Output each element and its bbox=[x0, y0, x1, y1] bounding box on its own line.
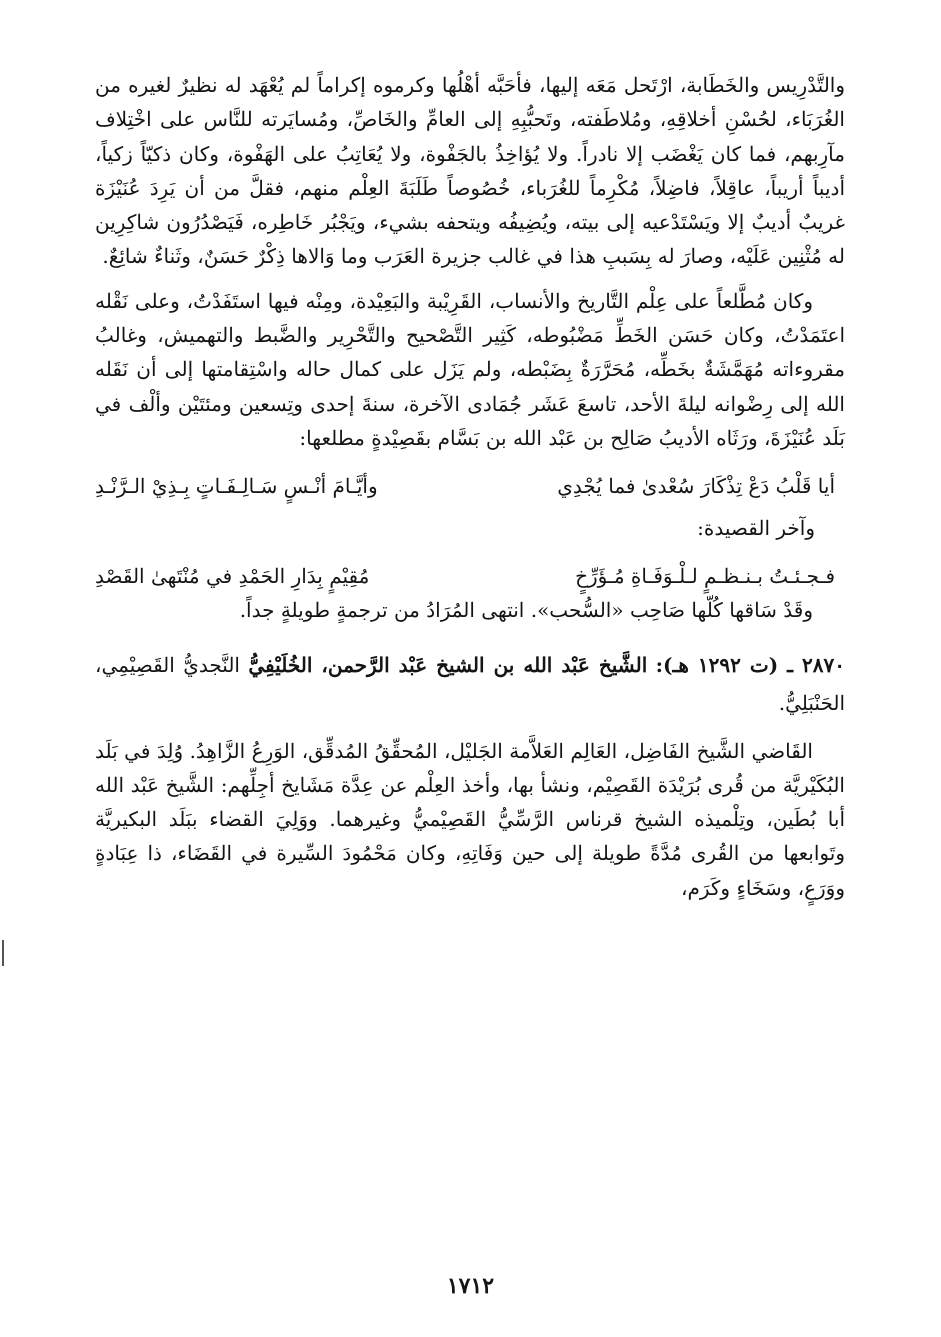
margin-mark bbox=[2, 940, 4, 966]
page-number: ١٧١٢ bbox=[446, 1273, 495, 1299]
page-body bbox=[95, 68, 845, 905]
poem-ending-label: وآخر القصيدة: bbox=[697, 516, 815, 541]
source-note: وقَدْ سَاقها كُلّها صَاحِب «السُّحب». انتهى المُرَادُ من ترجمةٍ طويلةٍ جداً. bbox=[239, 598, 813, 623]
verse-first-hemistich: أيا قَلْبُ دَعْ تِذْكَارَ سُعْدىٰ فما يُجْدِي bbox=[557, 474, 835, 499]
entry-number-year: ٢٨٧٠ ـ (ت ١٢٩٢ هـ): bbox=[655, 652, 846, 677]
entry-name-rest: النَّجديُّ القَصِيْمِي، الحَنْبَلِيُّ. bbox=[95, 652, 845, 715]
entry-biography-paragraph: القَاضي الشَّيخ الفَاضِل، العَالِم العَلاَّمة الجَليْل، المُحقِّقُ المُدقِّق، الوَرِعُ الزَّاهِدُ. وُلِدَ في بَلَد البُكَيْريَّة من قُرى بُرَيْدَة القَصِيْم، ونشأ بها، وأخذ العِلْم عن عِدَّة مَشَايخ أجِلِّهم: الشَّيخ عَبْد الله أبا بُطَين، وتِلْميذه الشيخ قرناس الرَّسِّيُّ القَصِيْميُّ وغيرهما. ووَلِيَ القضاء ببَلَد البكيريَّة وتَوابعها من القُرى مُدَّةً طويلة إلى حين وَفَاتِهِ، وكان مَحْمُودَ السِّيرة في القَضَاء، ذا عِبَادةٍ ووَرَعٍ، وسَخَاءٍ وكَرَم، bbox=[95, 738, 845, 900]
poem-closing-verse bbox=[95, 559, 845, 593]
verse-second-hemistich: مُقِيْمٍ بِدَارِ الحَمْدِ في مُنْتَهىٰ القَصْدِ bbox=[95, 564, 370, 589]
biography-paragraph-history: وكان مُطَّلعاً على عِلْم التَّاريخ والأنساب، القَرِيْبة والبَعِيْدة، ومِنْه فيها استَفَدْتُ، وعلى نَقْله اعتَمَدْتُ، وكان حَسَن الخَطِّ مَضْبُوطه، كَثِير التَّصْحيح والتَّحْرِير والضَّبط والتهميش، وغالبُ مقروءاته مُهَمَّشَةٌ بخَطِّه، مُحَرَّرَةٌ بِضَبْطه، ولم يَزَل على كمال حاله واسْتِقامتها إلى أن نَقَله الله إلى رِضْوانه ليلةَ الأحد، تاسعَ عَشَر جُمَادى الآخرة، سنةَ إحدى وتِسعين ومئتَيْن وألْف في بَلَد عُنَيْزَةَ، ورَثَاه الأديبُ صَالِح بن عَبْد الله بن بَسَّام بقَصِيْدةٍ مطلعها: bbox=[95, 288, 845, 450]
verse-first-hemistich: فـجـئـتُ بـنـظـمٍ لـلْـوَفَـاةِ مُـؤَرِّخٍ bbox=[575, 564, 835, 589]
verse-second-hemistich: وأيَّـامَ أنْـسٍ سَـالِـفَـاتٍ بِـذِيْ الـرَّنْـدِ bbox=[95, 474, 378, 499]
poem-opening-verse bbox=[95, 469, 845, 503]
entry-heading bbox=[95, 646, 845, 722]
biography-paragraph-continued: والتَّدْرِيس والخَطَابة، ارْتَحل مَعَه إليها، فأحَبَّه أهْلُها وكرموه إكراماً لم يُعْهَد له نظيرٌ لغيره من الغُرَبَاء، لحُسْنِ أخلاقِهِ، ومُلاطَفته، وتَحبُّبِهِ إلى العامِّ والخَاصِّ، ومُسايَرته للنَّاس على اخْتِلاف مآرِبهم، فما كان يَغْضَب إلا نادراً. ولا يُؤاخِذُ بالجَفْوة، ولا يُعَاتِبُ على الهَفْوة، وكان ذكيّاً زكياً، أديباً أريباً، عاقِلاً، فاضِلاً، مُكْرِماً للغُرَباء، خُصُوصاً طَلَبَةَ العِلْم منهم، فقلَّ من أن يَرِدَ عُنَيْزَة غريبٌ أديبٌ إلا ويَسْتَدْعيه إلى بيته، ويُضِيفُه ويتحفه بشيء، ويَجْبُر خَاطِره، فَيَصْدُرُون شاكِرِين له مُثْنِين عَلَيْه، وصارَ له بِسَببِ هذا في غالب جزيرة العَرَب وما وَالاها ذِكْرٌ حَسَنٌ، وثَناءٌ شائِعٌ. bbox=[95, 73, 845, 269]
entry-name: الشَّيخ عَبْد الله بن الشيخ عَبْد الرَّحمن، الخُلَيْفِيُّ bbox=[248, 652, 648, 677]
